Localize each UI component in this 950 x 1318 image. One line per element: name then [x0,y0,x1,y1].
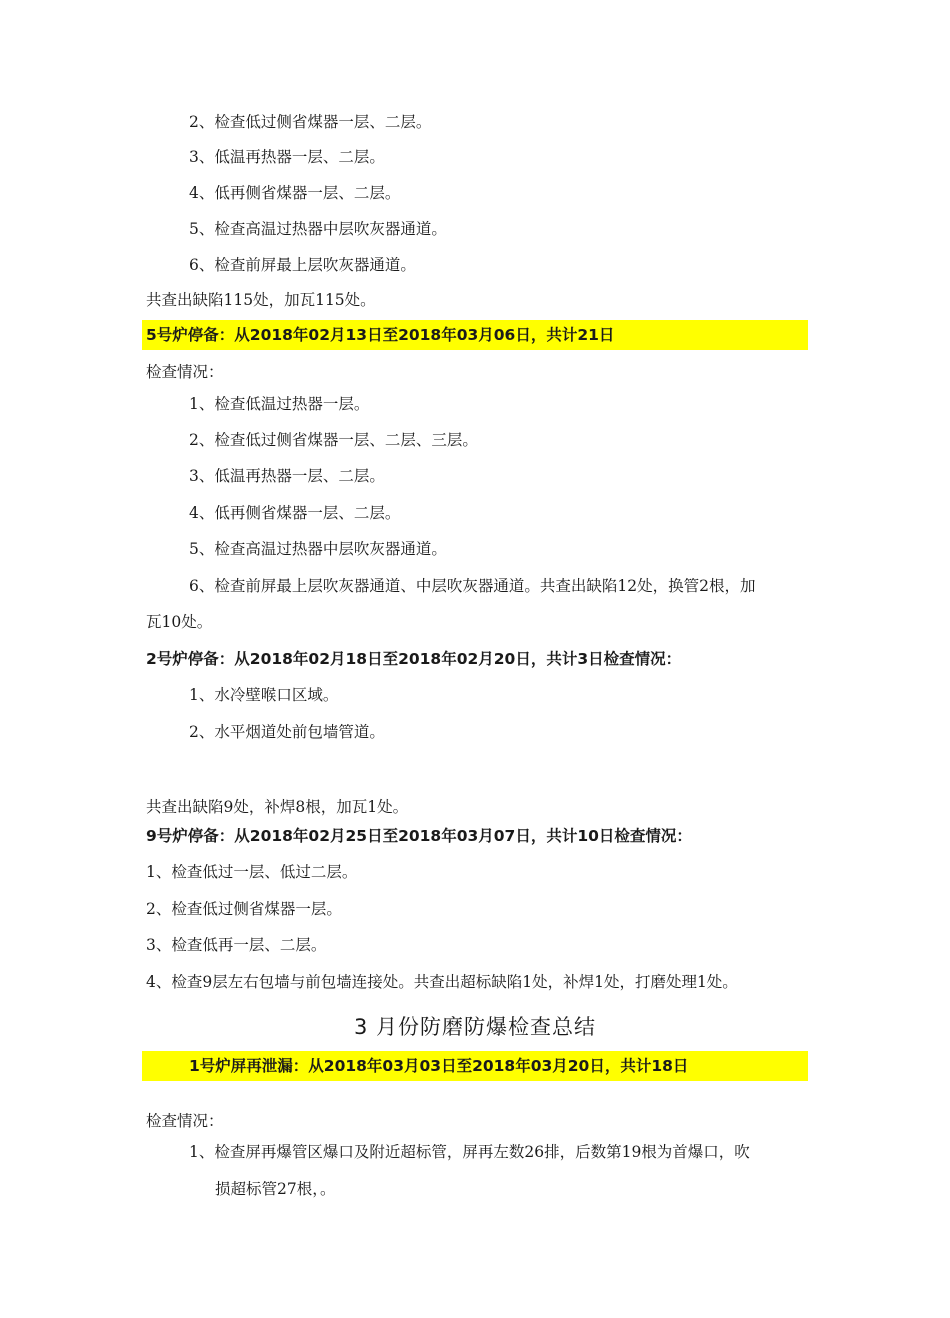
continuation-line: 瓦10处。 [146,613,213,631]
list-item: 5、检查高温过热器中层吹灰器通道。 [189,540,447,558]
list-item: 4、检查9层左右包墙与前包墙连接处。共查出超标缺陷1处，补焊1处，打磨处理1处。 [146,973,738,991]
list-item: 1、检查低过一层、低过二层。 [146,863,358,881]
list-item: 2、检查低过侧省煤器一层。 [146,900,342,918]
highlight-bar [142,1051,808,1081]
list-item: 4、低再侧省煤器一层、二层。 [189,504,401,522]
list-item: 3、检查低再一层、二层。 [146,936,327,954]
list-item: 2、检查低过侧省煤器一层、二层。 [189,113,432,131]
list-item: 6、检查前屏最上层吹灰器通道。 [189,256,416,274]
summary-line: 共查出缺陷9处，补焊8根，加瓦1处。 [146,798,409,816]
list-item: 3、低温再热器一层、二层。 [189,467,385,485]
list-item: 6、检查前屏最上层吹灰器通道、中层吹灰器通道。共查出缺陷12处，换管2根，加 [189,577,756,595]
list-item: 3、低温再热器一层、二层。 [189,148,385,166]
highlight-text: 1号炉屏再泄漏：从2018年03月03日至2018年03月20日，共计18日 [189,1057,689,1075]
list-item: 1、检查屏再爆管区爆口及附近超标管，屏再左数26排，后数第19根为首爆口，吹 [189,1143,750,1161]
section-title: 3 月份防磨防爆检查总结 [353,1015,597,1039]
section-label: 检查情况： [146,363,224,381]
list-item: 2、水平烟道处前包墙管道。 [189,723,385,741]
section-label: 检查情况： [146,1112,224,1130]
list-item: 1、水冷壁喉口区域。 [189,686,339,704]
list-item: 5、检查高温过热器中层吹灰器通道。 [189,220,447,238]
list-item-continuation: 损超标管27根，。 [215,1180,336,1198]
block-header: 2号炉停备：从2018年02月18日至2018年02月20日，共计3日检查情况： [146,650,682,668]
highlight-bar [142,320,808,350]
summary-line: 共查出缺陷115处，加瓦115处。 [146,291,376,309]
list-item: 4、低再侧省煤器一层、二层。 [189,184,401,202]
list-item: 1、检查低温过热器一层。 [189,395,370,413]
block-header: 9号炉停备：从2018年02月25日至2018年03月07日，共计10日检查情况： [146,827,692,845]
highlight-text: 5号炉停备：从2018年02月13日至2018年03月06日，共计21日 [146,326,615,344]
list-item: 2、检查低过侧省煤器一层、二层、三层。 [189,431,478,449]
